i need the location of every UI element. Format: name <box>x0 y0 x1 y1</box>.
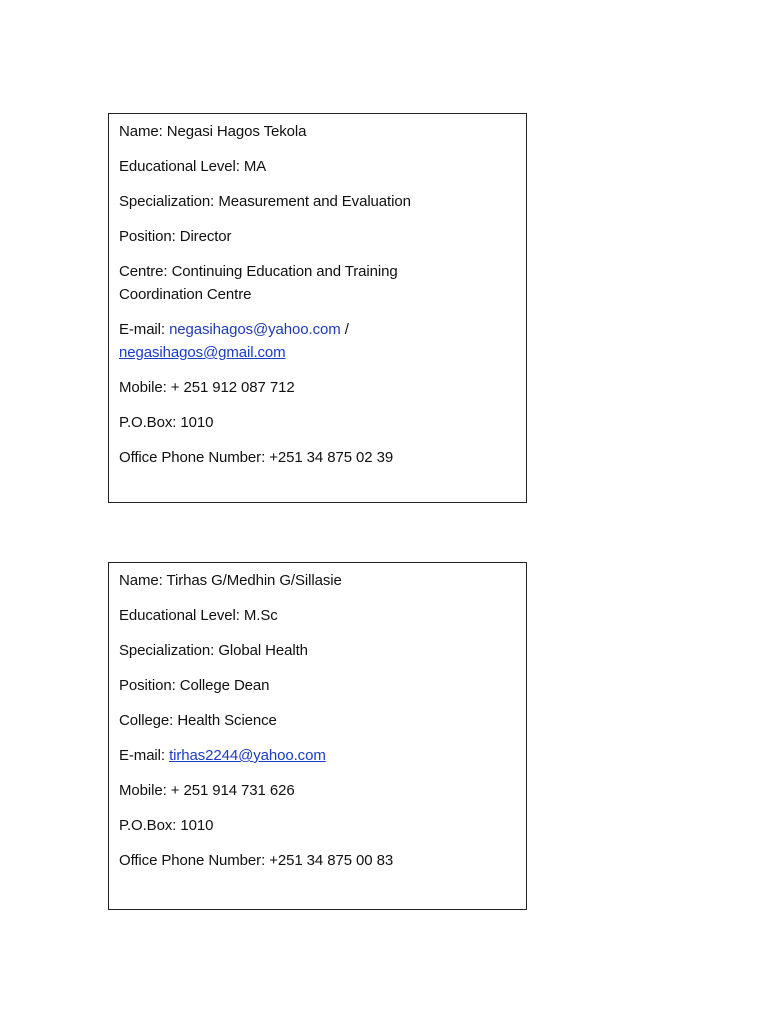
specialization-value: Global Health <box>218 642 308 659</box>
mobile-row <box>119 779 516 802</box>
office-phone-label: Office Phone Number: <box>119 449 266 466</box>
position-label: Position: <box>119 228 176 245</box>
specialization-label: Specialization: <box>119 642 215 659</box>
pobox-label: P.O.Box: <box>119 414 177 431</box>
name-label: Name: <box>119 123 163 140</box>
office-phone-row <box>119 849 516 872</box>
pobox-row <box>119 814 516 837</box>
specialization-row <box>119 190 516 213</box>
education-value: MA <box>243 158 267 175</box>
position-row <box>119 674 516 697</box>
name-row <box>119 569 516 592</box>
college-value: Health Science <box>177 712 277 729</box>
education-value: M.Sc <box>243 607 278 624</box>
college-label: College: <box>119 712 174 729</box>
mobile-label: Mobile: <box>119 782 167 799</box>
name-label: Name: <box>119 572 163 589</box>
name-value: Tirhas G/Medhin G/Sillasie <box>166 572 342 589</box>
email-row <box>119 744 516 767</box>
pobox-row <box>119 411 516 434</box>
centre-label: Centre: <box>119 263 168 280</box>
email-label: E-mail: <box>119 321 165 338</box>
position-value: College Dean <box>179 677 270 694</box>
education-label: Educational Level: <box>119 158 240 175</box>
email-separator: / <box>344 321 349 338</box>
education-label: Educational Level: <box>119 607 240 624</box>
centre-value-line1: Continuing Education and Training <box>171 263 398 280</box>
mobile-value: + 251 914 731 626 <box>170 782 295 799</box>
email-link[interactable]: tirhas2244@yahoo.com <box>169 747 326 764</box>
contact-card-1 <box>108 113 527 503</box>
position-row <box>119 225 516 248</box>
education-row <box>119 155 516 178</box>
office-phone-row <box>119 446 516 469</box>
pobox-value: 1010 <box>180 414 214 431</box>
specialization-label: Specialization: <box>119 193 215 210</box>
college-row <box>119 709 516 732</box>
specialization-row <box>119 639 516 662</box>
mobile-row <box>119 376 516 399</box>
pobox-value: 1010 <box>180 817 214 834</box>
email-row <box>119 318 516 364</box>
centre-row <box>119 260 516 306</box>
mobile-value: + 251 912 087 712 <box>170 379 295 396</box>
specialization-value: Measurement and Evaluation <box>218 193 411 210</box>
education-row <box>119 604 516 627</box>
mobile-label: Mobile: <box>119 379 167 396</box>
office-phone-value: +251 34 875 00 83 <box>269 852 394 869</box>
pobox-label: P.O.Box: <box>119 817 177 834</box>
name-value: Negasi Hagos Tekola <box>166 123 307 140</box>
email-primary[interactable]: negasihagos@yahoo.com <box>169 321 341 338</box>
office-phone-label: Office Phone Number: <box>119 852 266 869</box>
name-row <box>119 120 516 143</box>
email-secondary-link[interactable]: negasihagos@gmail.com <box>119 344 286 361</box>
position-value: Director <box>179 228 232 245</box>
contact-card-2 <box>108 562 527 910</box>
office-phone-value: +251 34 875 02 39 <box>269 449 394 466</box>
email-label: E-mail: <box>119 747 165 764</box>
centre-value-line2: Coordination Centre <box>119 286 252 303</box>
position-label: Position: <box>119 677 176 694</box>
